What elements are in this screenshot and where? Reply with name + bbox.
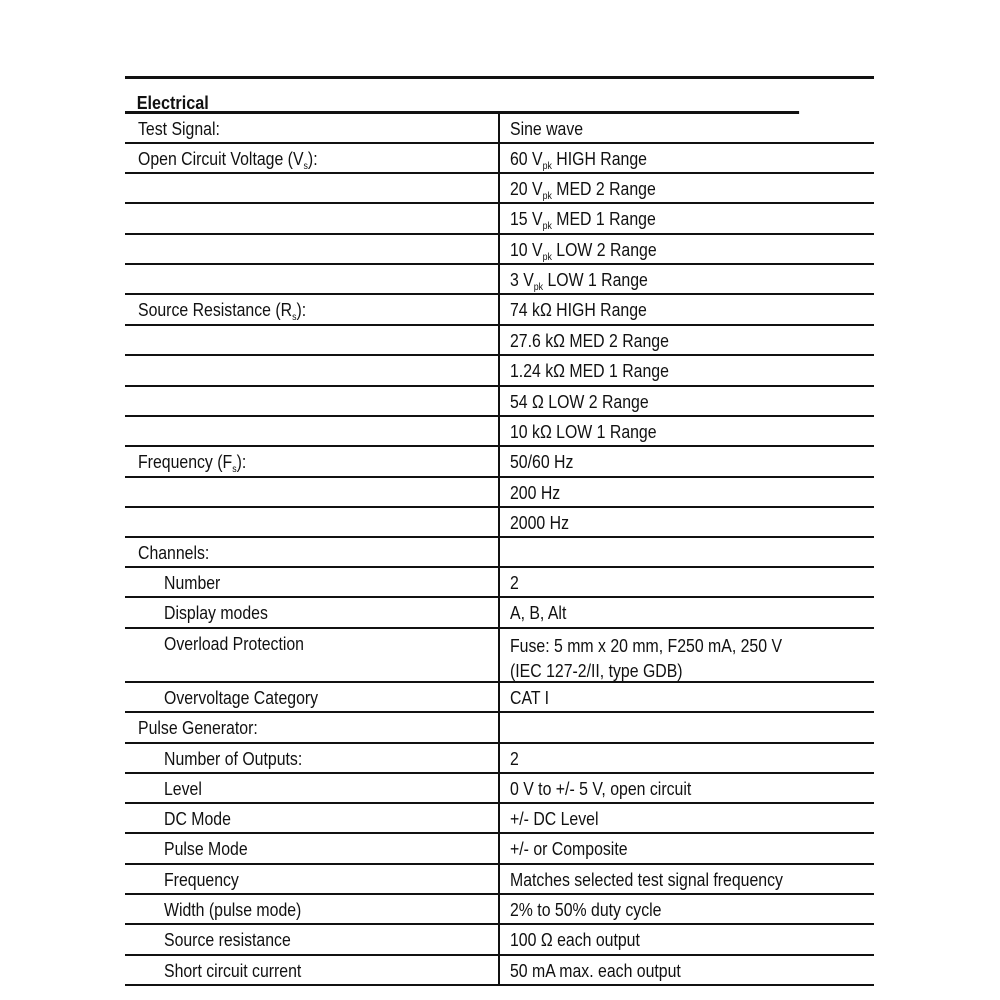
spec-value: +/- DC Level bbox=[510, 809, 599, 829]
spec-value: 15 Vpk MED 1 Range bbox=[510, 209, 656, 232]
spec-value: 50/60 Hz bbox=[510, 452, 574, 472]
section-title bbox=[125, 79, 799, 114]
spec-row bbox=[125, 568, 874, 598]
spec-row bbox=[125, 295, 874, 326]
spec-value: 27.6 kΩ MED 2 Range bbox=[510, 331, 669, 351]
spec-label: Open Circuit Voltage (Vs): bbox=[125, 144, 500, 172]
spec-value: 1.24 kΩ MED 1 Range bbox=[510, 361, 669, 381]
spec-label: Number bbox=[125, 568, 500, 596]
spec-row bbox=[125, 417, 874, 447]
spec-value: Fuse: 5 mm x 20 mm, F250 mA, 250 V (IEC 127-2/II, type GDB) bbox=[510, 636, 783, 681]
spec-value: 20 Vpk MED 2 Range bbox=[510, 179, 656, 202]
spec-row bbox=[125, 356, 874, 387]
spec-label: DC Mode bbox=[125, 804, 500, 832]
spec-value: CAT I bbox=[510, 688, 550, 708]
spec-row bbox=[125, 629, 874, 683]
spec-value: 54 Ω LOW 2 Range bbox=[510, 392, 649, 412]
spec-row bbox=[125, 508, 874, 538]
spec-table bbox=[125, 76, 874, 986]
spec-label: Source resistance bbox=[125, 925, 500, 954]
spec-label bbox=[125, 478, 500, 506]
spec-label bbox=[125, 265, 500, 293]
spec-value bbox=[500, 713, 874, 742]
spec-label bbox=[125, 356, 500, 385]
spec-row bbox=[125, 235, 874, 265]
section-title-text: Electrical bbox=[136, 93, 209, 113]
spec-row bbox=[125, 804, 874, 834]
spec-row bbox=[125, 387, 874, 417]
spec-value: 2% to 50% duty cycle bbox=[510, 900, 662, 920]
spec-label bbox=[125, 326, 500, 354]
spec-row bbox=[125, 713, 874, 744]
spec-row bbox=[125, 865, 874, 895]
spec-value: 74 kΩ HIGH Range bbox=[510, 300, 647, 320]
spec-label bbox=[125, 508, 500, 536]
spec-value: 2 bbox=[510, 749, 519, 769]
spec-label: Overvoltage Category bbox=[125, 683, 500, 711]
spec-label: Frequency bbox=[125, 865, 500, 893]
spec-label: Pulse Mode bbox=[125, 834, 500, 863]
spec-rows bbox=[125, 114, 874, 986]
spec-row bbox=[125, 598, 874, 629]
spec-value: 2000 Hz bbox=[510, 513, 570, 533]
spec-row bbox=[125, 895, 874, 925]
spec-value: 0 V to +/- 5 V, open circuit bbox=[510, 779, 692, 799]
spec-label: Short circuit current bbox=[125, 956, 500, 984]
spec-row bbox=[125, 326, 874, 356]
spec-label: Overload Protection bbox=[125, 629, 500, 681]
spec-value bbox=[500, 538, 874, 566]
spec-value: 2 bbox=[510, 573, 519, 593]
spec-row bbox=[125, 834, 874, 865]
spec-label: Level bbox=[125, 774, 500, 802]
spec-value: Matches selected test signal frequency bbox=[510, 870, 783, 890]
spec-label bbox=[125, 235, 500, 263]
spec-label: Display modes bbox=[125, 598, 500, 627]
spec-label: Test Signal: bbox=[125, 114, 500, 142]
spec-value: 100 Ω each output bbox=[510, 930, 640, 950]
spec-row bbox=[125, 447, 874, 478]
spec-label: Number of Outputs: bbox=[125, 744, 500, 772]
spec-value: 200 Hz bbox=[510, 483, 561, 503]
spec-value: 60 Vpk HIGH Range bbox=[510, 149, 647, 172]
spec-label bbox=[125, 204, 500, 233]
spec-label bbox=[125, 387, 500, 415]
spec-row bbox=[125, 204, 874, 235]
spec-value: 3 Vpk LOW 1 Range bbox=[510, 270, 648, 293]
spec-row bbox=[125, 538, 874, 568]
spec-value: Sine wave bbox=[510, 119, 584, 139]
spec-value: 10 kΩ LOW 1 Range bbox=[510, 422, 657, 442]
spec-row bbox=[125, 114, 874, 144]
spec-value: 10 Vpk LOW 2 Range bbox=[510, 240, 657, 263]
spec-label bbox=[125, 174, 500, 202]
spec-row bbox=[125, 925, 874, 956]
spec-value: +/- or Composite bbox=[510, 839, 628, 859]
spec-row bbox=[125, 478, 874, 508]
spec-row bbox=[125, 683, 874, 713]
spec-label: Channels: bbox=[125, 538, 500, 566]
spec-row bbox=[125, 144, 874, 174]
spec-label: Width (pulse mode) bbox=[125, 895, 500, 923]
spec-label bbox=[125, 417, 500, 445]
spec-value: A, B, Alt bbox=[510, 603, 567, 623]
spec-value: 50 mA max. each output bbox=[510, 961, 681, 981]
spec-row bbox=[125, 774, 874, 804]
spec-label: Pulse Generator: bbox=[125, 713, 500, 742]
spec-row bbox=[125, 956, 874, 986]
spec-row bbox=[125, 265, 874, 295]
spec-label: Source Resistance (Rs): bbox=[125, 295, 500, 324]
spec-row bbox=[125, 174, 874, 204]
spec-label: Frequency (Fs): bbox=[125, 447, 500, 476]
spec-row bbox=[125, 744, 874, 774]
